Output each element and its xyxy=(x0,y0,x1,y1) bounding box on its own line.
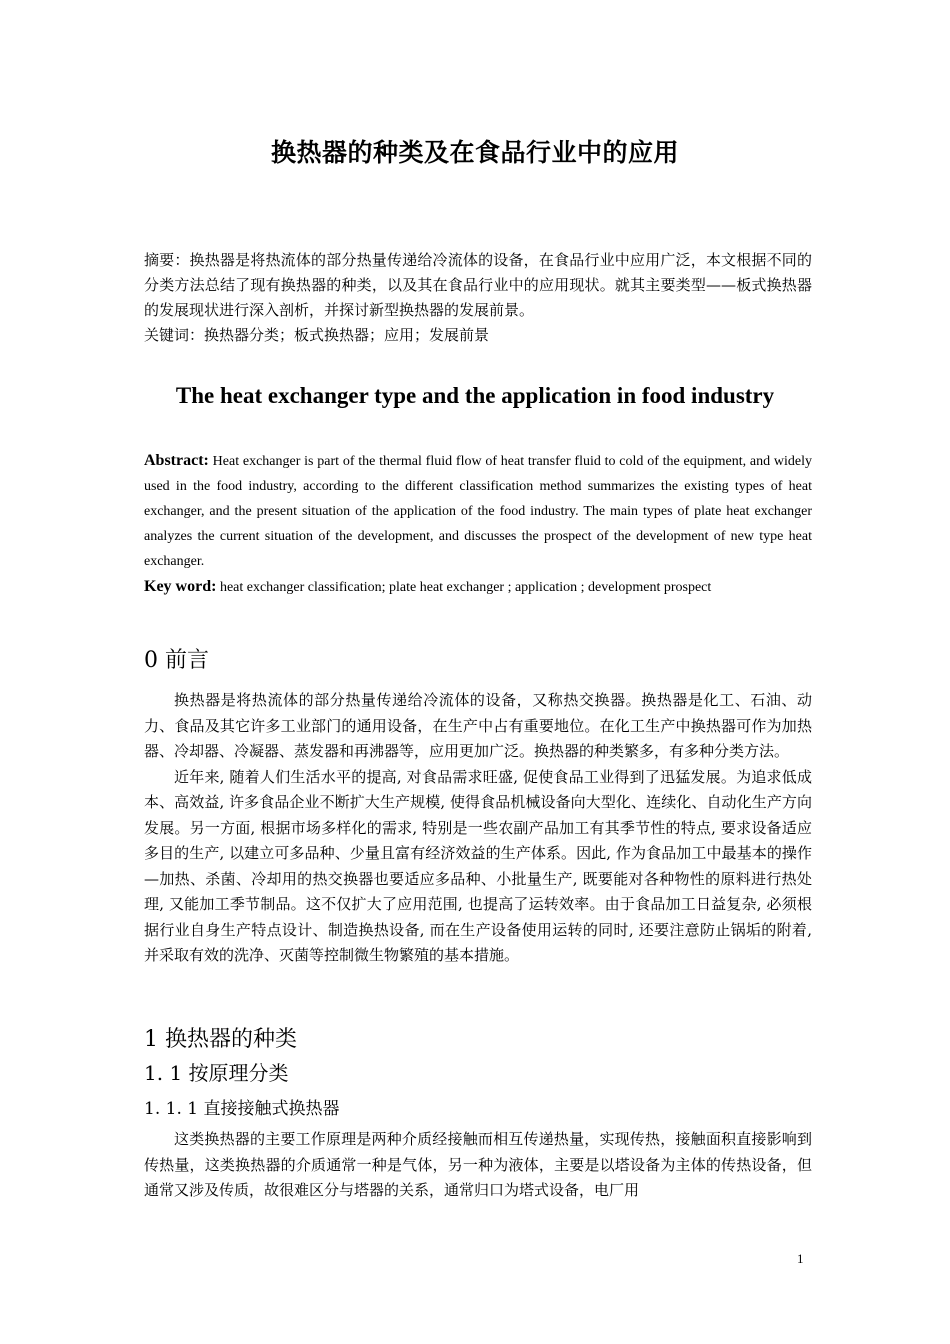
body-paragraph: 换热器是将热流体的部分热量传递给冷流体的设备，又称热交换器。换热器是化工、石油、动力、食品及其它许多工业部门的通用设备，在生产中占有重要地位。在化工生产中换热器可作为加热器、冷却器、冷凝器、蒸发器和再沸器等，应用更加广泛。换热器的种类繁多，有多种分类方法。 xyxy=(144,691,812,760)
page-number: 1 xyxy=(797,1251,804,1266)
direct-contact-body xyxy=(144,1127,812,1204)
chinese-keywords: 关键词：换热器分类；板式换热器；应用；发展前景 xyxy=(144,326,490,344)
english-keywords: heat exchanger classification; plate heat exchanger ; application ; development prospect xyxy=(216,580,712,595)
english-abstract xyxy=(144,448,812,600)
abstract-label: Abstract: xyxy=(144,452,209,469)
section-heading-preface: 0 前言 xyxy=(144,648,209,673)
chinese-abstract xyxy=(144,248,812,348)
english-abstract-text: Heat exchanger is part of the thermal fluid flow of heat transfer fluid to cold of the equipment, and widely used in the food industry, according to the different classification method summarizes the existing types of heat exchanger, and the present situation of the application of the food industry. The main types of plate heat exchanger analyzes the current situation of the development, and discusses the prospect of the development of new type heat exchanger. xyxy=(144,454,812,569)
preface-body xyxy=(144,688,812,969)
body-paragraph: 这类换热器的主要工作原理是两种介质经接触而相互传递热量，实现传热，接触面积直接影响到传热量，这类换热器的介质通常一种是气体，另一种为液体，主要是以塔设备为主体的传热设备，但通常又涉及传质，故很难区分与塔器的关系，通常归口为塔式设备，电厂用 xyxy=(144,1130,812,1199)
chinese-abstract-text: 摘要：换热器是将热流体的部分热量传递给冷流体的设备，在食品行业中应用广泛，本文根据不同的分类方法总结了现有换热器的种类，以及其在食品行业中的应用现状。就其主要类型——板式换热器的发展现状进行深入剖析，并探讨新型换热器的发展前景。 xyxy=(144,251,812,319)
subsubsection-heading: 1. 1. 1 直接接触式换热器 xyxy=(144,1099,340,1119)
body-paragraph: 近年来, 随着人们生活水平的提高, 对食品需求旺盛, 促使食品工业得到了迅猛发展。为追求低成本、高效益, 许多食品企业不断扩大生产规模, 使得食品机械设备向大型化、连续化、自动化生产方向发展。另一方面, 根据市场多样化的需求, 特别是一些农副产品加工有其季节性的特点, 要求设备适应多目的生产, 以建立可多品种、少量且富有经济效益的生产体系。因此, 作为食品加工中最基本的操作—加热、杀菌、冷却用的热交换器也要适应多品种、小批量生产, 既要能对各种物性的原料进行热处理, 又能加工季节制品。这不仅扩大了应用范围, 也提高了运转效率。由于食品加工日益复杂, 必须根据行业自身生产特点设计、制造换热设备, 而在生产设备使用运转的同时, 还要注意防止锅垢的附着, 并采取有效的洗净、灭菌等控制微生物繁殖的基本措施。 xyxy=(144,767,812,964)
english-abstract-paragraph xyxy=(144,448,812,574)
chinese-title: 换热器的种类及在食品行业中的应用 xyxy=(270,138,679,167)
section-heading-types: 1 换热器的种类 xyxy=(144,1027,297,1052)
english-keywords-line xyxy=(144,574,812,600)
subsection-heading: 1. 1 按原理分类 xyxy=(144,1061,289,1085)
english-title: The heat exchanger type and the application in food industry xyxy=(175,383,775,408)
keyword-label: Key word: xyxy=(144,578,217,595)
